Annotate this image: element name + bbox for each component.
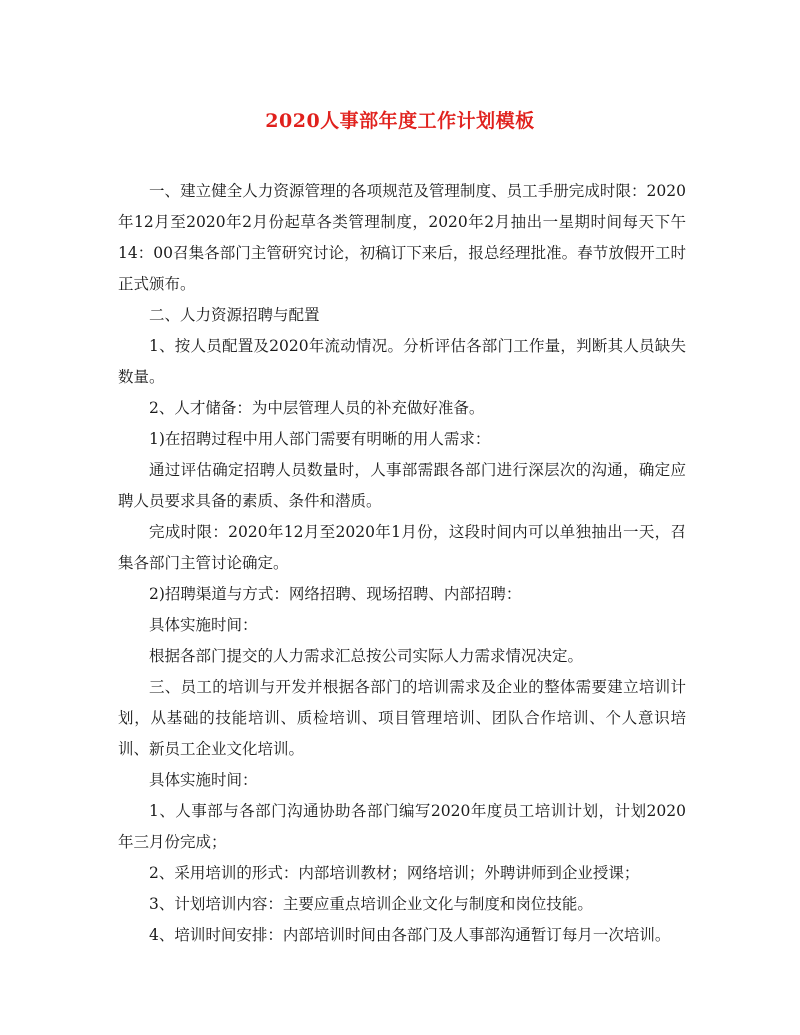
paragraph-9: 具体实施时间： bbox=[149, 616, 258, 634]
paragraph-5: 1)在招聘过程中用人部门需要有明晰的用人需求： bbox=[149, 430, 491, 448]
paragraph-12: 具体实施时间： bbox=[149, 771, 258, 789]
paragraph-10: 根据各部门提交的人力需求汇总按公司实际人力需求情况决定。 bbox=[149, 647, 584, 665]
paragraph-7: 完成时限：2020年12月至2020年1月份，这段时间内可以单独抽出一天，召集各部门主管讨论确定。 bbox=[118, 523, 686, 572]
paragraph-15: 3、计划培训内容：主要应重点培训企业文化与制度和岗位技能。 bbox=[149, 895, 593, 913]
document-body bbox=[118, 176, 686, 951]
paragraph-1: 一、建立健全人力资源管理的各项规范及管理制度、员工手册完成时限：2020年12月至2020年2月份起草各类管理制度，2020年2月抽出一星期时间每天下午14：00召集各部门主管研究讨论，初稿订下来后，报总经理批准。春节放假开工时正式颁布。 bbox=[118, 182, 686, 293]
paragraph-14: 2、采用培训的形式：内部培训教材；网络培训；外聘讲师到企业授课； bbox=[149, 864, 640, 882]
document-title: 2020人事部年度工作计划模板 bbox=[265, 110, 535, 132]
paragraph-2: 二、人力资源招聘与配置 bbox=[149, 306, 320, 324]
paragraph-6: 通过评估确定招聘人员数量时，人事部需跟各部门进行深层次的沟通，确定应聘人员要求具备的素质、条件和潜质。 bbox=[118, 461, 686, 510]
paragraph-16: 4、培训时间安排：内部培训时间由各部门及人事部沟通暂订每月一次培训。 bbox=[149, 926, 671, 944]
paragraph-3: 1、按人员配置及2020年流动情况。分析评估各部门工作量，判断其人员缺失数量。 bbox=[118, 337, 686, 386]
paragraph-4: 2、人才储备：为中层管理人员的补充做好准备。 bbox=[149, 399, 485, 417]
paragraph-13: 1、人事部与各部门沟通协助各部门编写2020年度员工培训计划，计划2020年三月份完成； bbox=[118, 802, 686, 851]
paragraph-8: 2)招聘渠道与方式：网络招聘、现场招聘、内部招聘： bbox=[149, 585, 522, 603]
paragraph-11: 三、员工的培训与开发并根据各部门的培训需求及企业的整体需要建立培训计划，从基础的技能培训、质检培训、项目管理培训、团队合作培训、个人意识培训、新员工企业文化培训。 bbox=[118, 678, 686, 758]
